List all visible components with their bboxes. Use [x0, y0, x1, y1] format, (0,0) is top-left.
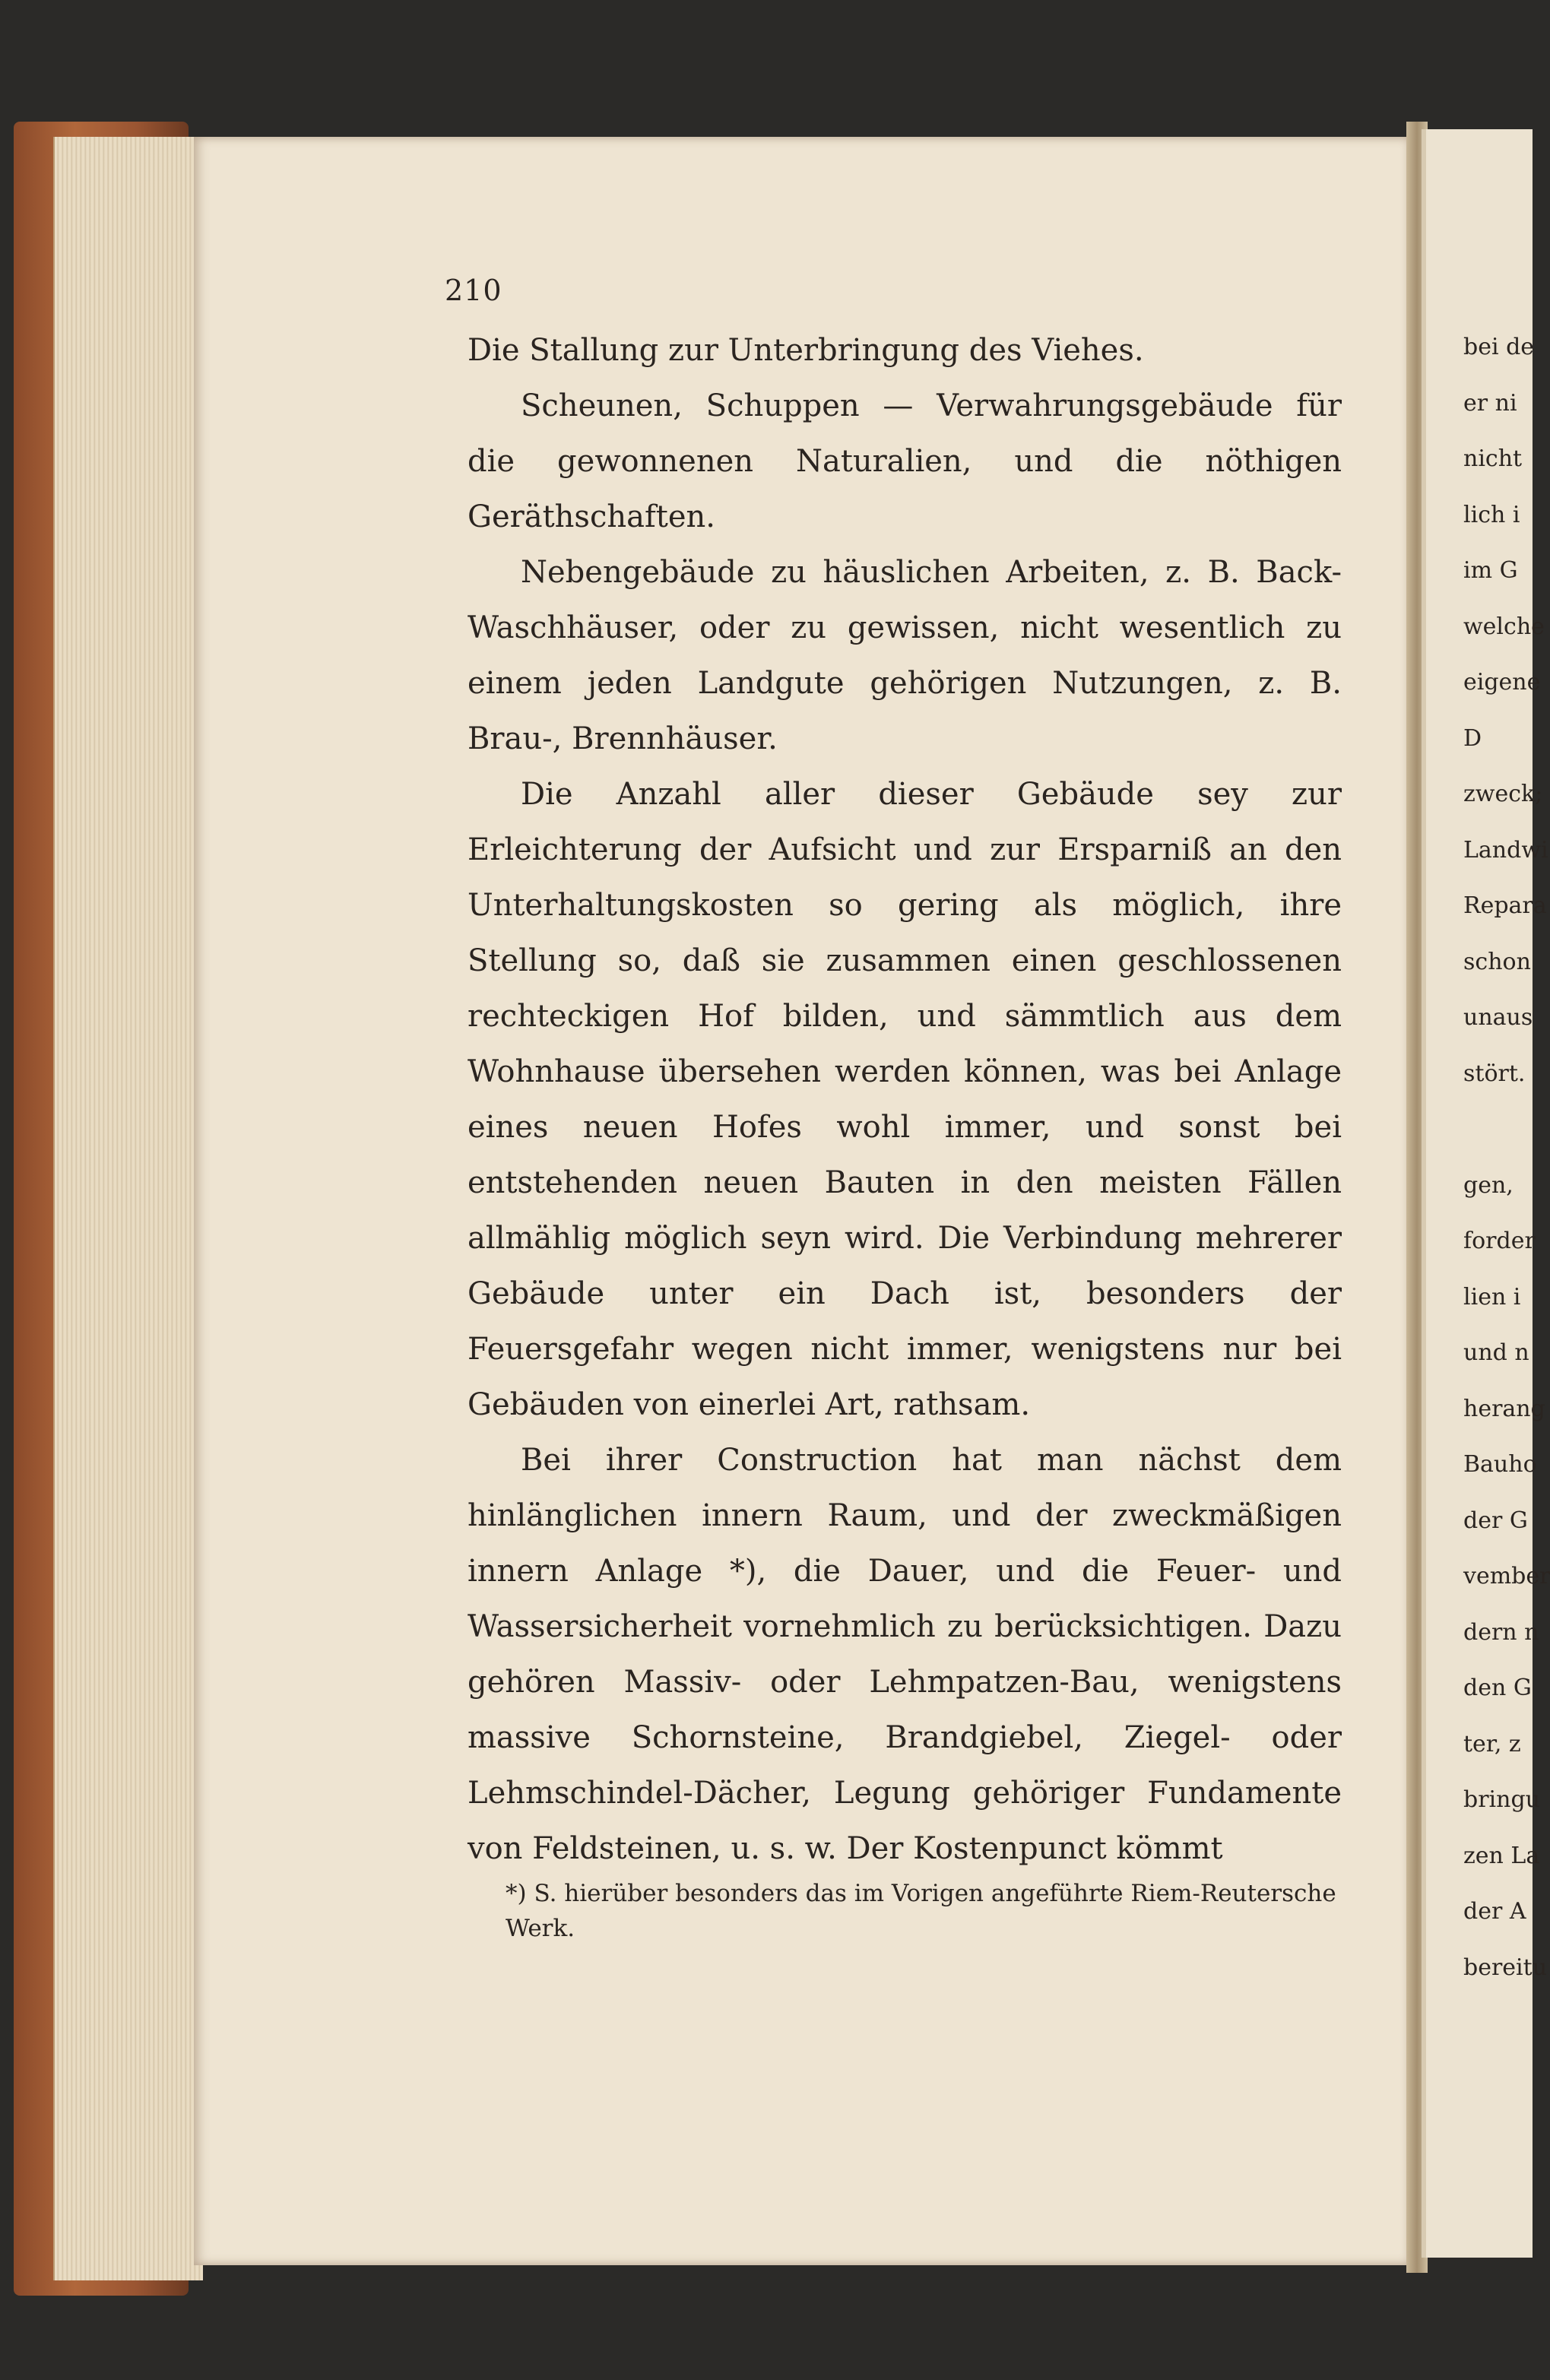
fragment-line: bereitu — [1463, 1954, 1548, 1981]
body-text — [468, 323, 1342, 1877]
paragraph: Scheunen, Schuppen — Verwahrungsgebäude für die gewonnenen Naturalien, und die nöthigen Geräthschaften. — [468, 388, 1342, 534]
adjacent-page-text — [1463, 319, 1550, 1995]
fragment-line: schon — [1463, 948, 1531, 975]
fragment-line: der A — [1463, 1898, 1526, 1925]
fragment-line: herang — [1463, 1395, 1545, 1422]
fragment-line: vember — [1463, 1563, 1550, 1589]
fragment-line: Repara — [1463, 892, 1547, 919]
fragment-line: stört. — [1463, 1060, 1526, 1087]
fragment-line: gen, — [1463, 1171, 1514, 1199]
fragment-line: im G — [1463, 557, 1518, 584]
page-edges — [53, 137, 203, 2280]
fragment-line: forder — [1463, 1228, 1536, 1254]
fragment-line: den G — [1463, 1675, 1532, 1701]
fragment-line: D — [1463, 724, 1482, 752]
fragment-line — [1463, 1101, 1532, 1158]
paragraph: Die Stallung zur Unterbringung des Viehes. — [468, 333, 1144, 368]
fragment-line: er ni — [1463, 389, 1517, 417]
paragraph: Bei ihrer Construction hat man nächst dem hinlänglichen innern Raum, und der zweckmäßigen innern Anlage *), die Dauer, und die Feuer- und Wassersicherheit vornehmlich zu berücksichtigen. Dazu gehören Massiv- oder Lehmpatzen-Bau, wenigstens massive Schornsteine, Brandgiebel, Ziegel- oder Lehmschindel-Dächer, Legung gehöriger Fundamente von Feldsteinen, u. s. w. Der Kostenpunct kömmt — [468, 1443, 1342, 1866]
page-number: 210 — [445, 274, 502, 307]
fragment-line: zweck; — [1463, 781, 1543, 807]
paragraph: Die Anzahl aller dieser Gebäude sey zur Erleichterung der Aufsicht und zur Ersparniß an den Unterhaltungskosten so gering als möglich, ihre Stellung so, daß sie zusammen einen geschlossenen rechteckigen Hof bilden, und sämmtlich aus dem Wohnhause übersehen werden können, was bei Anlage eines neuen Hofes wohl immer, und sonst bei entstehenden neuen Bauten in den meisten Fällen allmählig möglich seyn wird. Die Verbindung mehrerer Gebäude unter ein Dach ist, besonders der Feuersgefahr wegen nicht immer, wenigstens nur bei Gebäuden von einerlei Art, rathsam. — [468, 777, 1342, 1422]
fragment-line: ter, z — [1463, 1730, 1521, 1757]
fragment-line: lich i — [1463, 501, 1520, 528]
fragment-line: eigene — [1463, 669, 1541, 696]
fragment-line: Bauho — [1463, 1451, 1537, 1478]
fragment-line: welche — [1463, 613, 1545, 640]
fragment-line: und n — [1463, 1339, 1529, 1366]
fragment-line: lien i — [1463, 1283, 1521, 1310]
fragment-line: der G — [1463, 1507, 1528, 1534]
fragment-line: nicht — [1463, 445, 1523, 472]
paragraph: Nebengebäude zu häuslichen Arbeiten, z. B. Back- Waschhäuser, oder zu gewissen, nicht wesentlich zu einem jeden Landgute gehörigen Nutzungen, z. B. Brau-, Brennhäuser. — [468, 555, 1342, 756]
fragment-line: dern n — [1463, 1618, 1539, 1646]
fragment-line: Landwi — [1463, 836, 1548, 864]
fragment-line: bringu — [1463, 1786, 1540, 1813]
fragment-line: zen La — [1463, 1842, 1540, 1869]
footnote: *) S. hierüber besonders das im Vorigen angeführte Riem-Reutersche Werk. — [506, 1880, 1336, 1942]
fragment-line: unaus — [1463, 1004, 1533, 1031]
fragment-line: bei de — [1463, 334, 1535, 360]
